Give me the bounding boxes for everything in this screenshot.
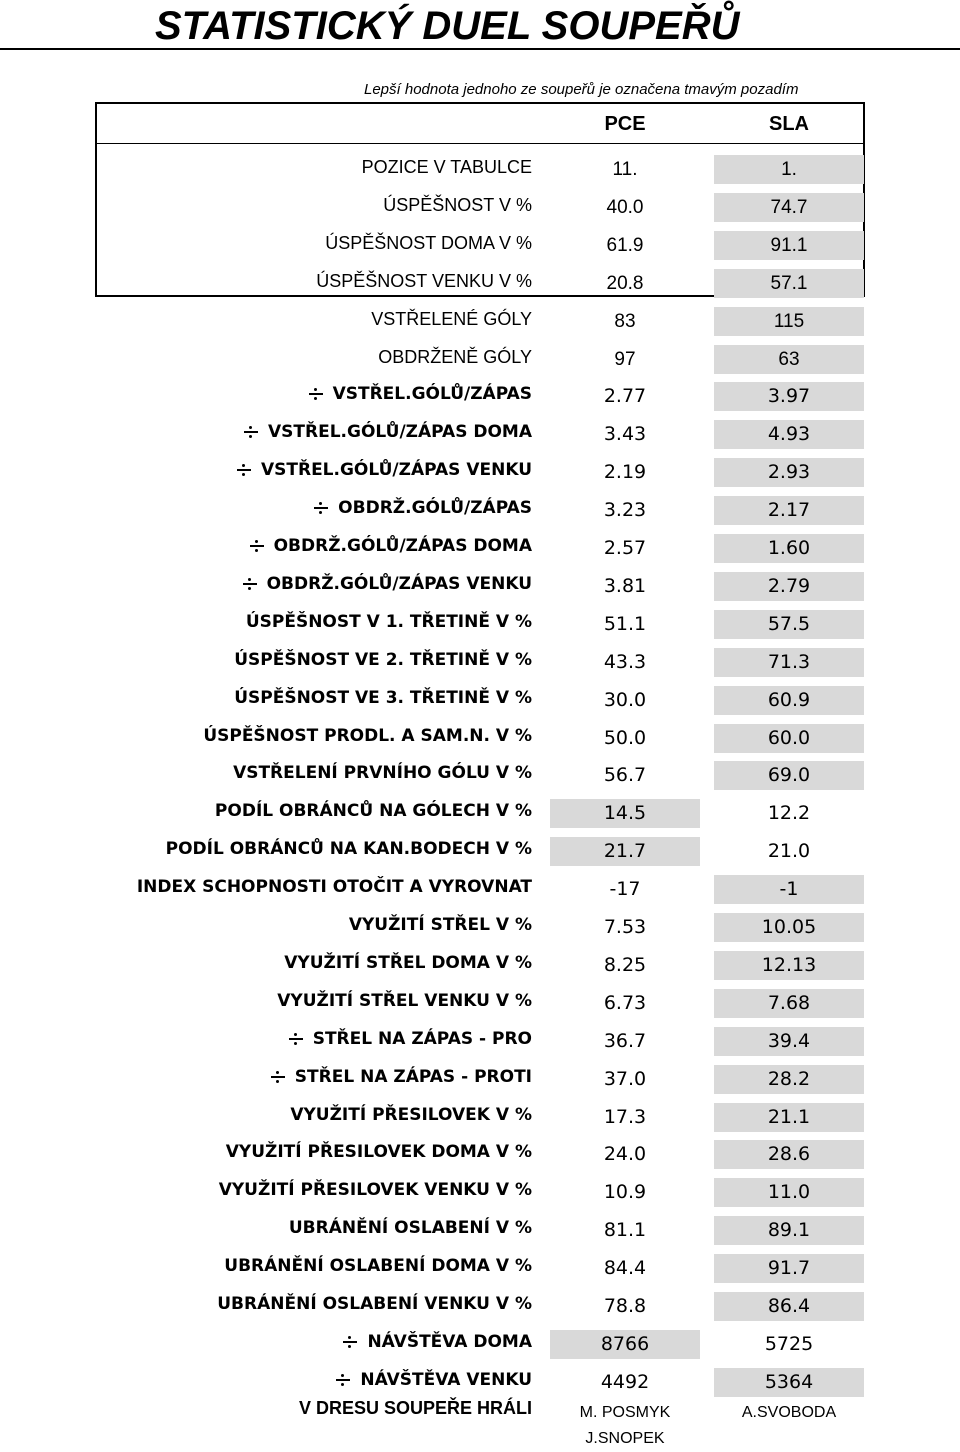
division-icon <box>271 1071 285 1083</box>
value-pce: 17.3 <box>603 1105 647 1128</box>
value-sla: 12.13 <box>714 951 864 980</box>
row-label-text: PODÍL OBRÁNCŮ NA KAN.BODECH V % <box>165 839 532 860</box>
value-sla: 10.05 <box>714 913 864 942</box>
value-pce: 10.9 <box>603 1181 647 1204</box>
row-label-text: VSTŘELENÉ GÓLY <box>371 308 532 329</box>
value-sla: 57.1 <box>714 269 864 298</box>
row-label-text: VYUŽITÍ PŘESILOVEK V % <box>290 1104 532 1125</box>
row-label-text: UBRÁNĚNÍ OSLABENÍ VENKU V % <box>217 1294 532 1314</box>
division-icon <box>243 578 257 590</box>
row-label-text: ÚSPĚŠNOST V 1. TŘETINĚ V % <box>245 611 532 632</box>
table-row <box>0 1059 960 1095</box>
row-label <box>226 1140 532 1164</box>
table-row <box>0 1286 960 1322</box>
value-sla: 69.0 <box>714 761 864 790</box>
table-row <box>0 566 960 602</box>
value-sla: 91.1 <box>714 231 864 260</box>
table-row <box>0 1324 960 1360</box>
table-row <box>0 945 960 981</box>
legend-note: Lepší hodnota jednoho ze soupeřů je označena tmavým pozadím <box>364 81 799 98</box>
table-row <box>0 604 960 640</box>
value-pce: 2.77 <box>603 385 647 408</box>
value-pce: 50.0 <box>603 726 647 749</box>
row-label-text: NÁVŠTĚVA VENKU <box>360 1369 532 1390</box>
table-row <box>0 1248 960 1284</box>
value-sla: 28.6 <box>714 1140 864 1169</box>
division-icon <box>336 1374 350 1386</box>
row-label-text: PODÍL OBRÁNCŮ NA GÓLECH V % <box>214 801 532 822</box>
division-icon <box>237 464 251 476</box>
row-label-text: VYUŽITÍ STŘEL DOMA V % <box>284 952 532 973</box>
value-pce: 2.19 <box>603 461 647 484</box>
value-sla: 60.9 <box>714 686 864 715</box>
row-label <box>289 1027 532 1051</box>
value-pce: 11. <box>612 159 638 180</box>
division-icon <box>343 1336 357 1348</box>
value-sla: 7.68 <box>714 989 864 1018</box>
row-label <box>314 496 532 520</box>
value-pce: 97 <box>614 348 636 370</box>
value-sla: 21.1 <box>714 1103 864 1132</box>
value-sla: 74.7 <box>714 193 864 222</box>
table-row <box>0 263 960 299</box>
row-label-text: VSTŘEL.GÓLŮ/ZÁPAS <box>332 384 532 405</box>
row-label <box>219 1178 532 1202</box>
value-sla: 86.4 <box>714 1292 864 1321</box>
row-label-text: VYUŽITÍ PŘESILOVEK DOMA V % <box>225 1142 532 1163</box>
value-pce: 14.5 <box>550 799 700 828</box>
row-label-text: UBRÁNĚNÍ OSLABENÍ V % <box>288 1218 532 1239</box>
value-sla: -1 <box>714 875 864 904</box>
value-pce: 3.81 <box>603 574 647 597</box>
value-pce: 3.43 <box>603 423 647 446</box>
table-row <box>0 301 960 337</box>
value-pce: 2.57 <box>603 537 647 559</box>
row-label <box>378 345 532 369</box>
table-row <box>0 1210 960 1246</box>
row-label-text: STŘEL NA ZÁPAS - PROTI <box>294 1066 532 1087</box>
value-pce: 4492 <box>600 1370 650 1393</box>
value-pce: 81.1 <box>603 1219 647 1242</box>
row-label <box>271 1065 532 1089</box>
value-sla: 5725 <box>764 1332 814 1355</box>
value-pce: 30.0 <box>603 688 647 711</box>
row-label <box>362 155 532 179</box>
value-sla: 2.93 <box>714 458 864 487</box>
value-sla: 2.17 <box>714 496 864 525</box>
former-players-label: V DRESU SOUPEŘE HRÁLI <box>298 1398 532 1418</box>
table-row <box>0 680 960 716</box>
value-pce: 21.7 <box>550 837 700 866</box>
row-label <box>289 1216 532 1240</box>
value-pce: 24.0 <box>603 1143 647 1166</box>
value-pce: 83 <box>614 310 636 332</box>
table-row <box>0 1172 960 1208</box>
row-label-text: INDEX SCHOPNOSTI OTOČIT A VYROVNAT <box>136 877 532 898</box>
table-row <box>0 149 960 185</box>
value-sla: 3.97 <box>714 382 864 411</box>
division-icon <box>314 502 328 514</box>
table-row <box>0 983 960 1019</box>
table-row <box>0 225 960 261</box>
row-label <box>336 1368 532 1392</box>
row-label-text: OBDRŽ.GÓLŮ/ZÁPAS <box>338 498 532 519</box>
row-label <box>371 307 532 331</box>
row-label <box>233 761 532 785</box>
row-label-text: OBDRŽENĚ GÓLY <box>378 346 532 367</box>
row-label-text: VSTŘEL.GÓLŮ/ZÁPAS VENKU <box>260 460 532 481</box>
row-label-text: STŘEL NA ZÁPAS - PRO <box>312 1028 532 1049</box>
value-pce: 51.1 <box>603 612 647 635</box>
value-sla: 39.4 <box>714 1027 864 1056</box>
value-pce: 7.53 <box>603 916 647 938</box>
row-label-text: VYUŽITÍ STŘEL VENKU V % <box>277 990 532 1011</box>
row-label <box>244 420 532 444</box>
value-pce: 3.23 <box>603 499 647 522</box>
value-sla: 89.1 <box>714 1216 864 1245</box>
division-icon <box>309 388 323 400</box>
row-label <box>237 458 532 482</box>
row-label-text: ÚSPĚŠNOST DOMA V % <box>325 232 532 253</box>
table-row <box>0 1021 960 1057</box>
row-label-text: ÚSPĚŠNOST VENKU V % <box>316 270 532 291</box>
row-label-text: OBDRŽ.GÓLŮ/ZÁPAS VENKU <box>266 573 532 594</box>
row-label <box>284 951 532 975</box>
value-sla: 1. <box>714 155 864 184</box>
value-sla: 63 <box>714 345 864 374</box>
value-sla: 11.0 <box>714 1178 864 1207</box>
row-label-text: ÚSPĚŠNOST VE 3. TŘETINĚ V % <box>234 687 532 708</box>
value-sla: 12.2 <box>767 802 811 825</box>
row-label <box>309 382 532 406</box>
table-row <box>0 528 960 564</box>
page-title: STATISTICKÝ DUEL SOUPEŘŮ <box>155 4 740 48</box>
value-sla: 21.0 <box>767 840 811 863</box>
division-icon <box>250 540 264 552</box>
value-pce: 43.3 <box>603 650 647 673</box>
table-row <box>0 1097 960 1133</box>
row-label <box>250 534 532 558</box>
value-pce: 8766 <box>550 1330 700 1359</box>
row-label-text: POZICE V TABULCE <box>361 157 532 177</box>
value-sla: 57.5 <box>714 610 864 639</box>
division-icon <box>244 426 258 438</box>
table-row <box>0 452 960 488</box>
value-pce: 6.73 <box>603 991 647 1014</box>
table-row <box>0 1362 960 1398</box>
value-pce: 78.8 <box>603 1295 647 1317</box>
row-label <box>290 1103 532 1127</box>
row-label-text: VYUŽITÍ PŘESILOVEK VENKU V % <box>218 1180 532 1201</box>
row-label <box>234 648 532 672</box>
row-label-text: NÁVŠTĚVA DOMA <box>367 1331 532 1352</box>
table-row <box>0 642 960 678</box>
value-sla: 28.2 <box>714 1065 864 1094</box>
table-row <box>0 793 960 829</box>
row-label <box>203 724 532 748</box>
table-row <box>0 869 960 905</box>
table-row <box>0 376 960 412</box>
value-sla: 115 <box>714 307 864 336</box>
value-pce: 84.4 <box>603 1257 647 1280</box>
row-label-text: ÚSPĚŠNOST V % <box>383 194 532 215</box>
team-header-sla: SLA <box>769 113 809 135</box>
player-name: A.SVOBODA <box>741 1404 837 1421</box>
player-name: J.SNOPEK <box>585 1430 665 1447</box>
row-label <box>316 269 532 293</box>
row-label-text: ÚSPĚŠNOST VE 2. TŘETINĚ V % <box>234 649 532 670</box>
row-label <box>277 989 532 1013</box>
table-row <box>0 907 960 943</box>
table-row <box>0 490 960 526</box>
value-pce: -17 <box>609 878 641 901</box>
division-icon <box>289 1033 303 1045</box>
value-sla: 60.0 <box>714 724 864 753</box>
row-label <box>166 837 532 861</box>
table-row <box>0 339 960 375</box>
row-label-text: VYUŽITÍ STŘEL V % <box>348 915 532 935</box>
row-label <box>383 193 532 217</box>
table-row <box>0 187 960 223</box>
value-pce: 61.9 <box>606 234 644 256</box>
row-label <box>246 610 532 634</box>
team-header-pce: PCE <box>604 113 646 135</box>
row-label <box>325 231 532 255</box>
value-pce: 20.8 <box>606 272 644 294</box>
row-label <box>215 799 532 823</box>
table-row <box>0 1134 960 1170</box>
value-sla: 71.3 <box>714 648 864 677</box>
table-row <box>0 755 960 791</box>
row-label-text: VSTŘEL.GÓLŮ/ZÁPAS DOMA <box>268 422 532 443</box>
row-label <box>243 572 532 596</box>
former-players-pce <box>550 1400 700 1452</box>
former-players-sla <box>714 1400 864 1426</box>
row-label-text: OBDRŽ.GÓLŮ/ZÁPAS DOMA <box>273 536 532 556</box>
row-label <box>224 1254 532 1278</box>
value-sla: 91.7 <box>714 1254 864 1283</box>
row-label-text: VSTŘELENÍ PRVNÍHO GÓLU V % <box>233 763 532 784</box>
row-label-text: UBRÁNĚNÍ OSLABENÍ DOMA V % <box>224 1256 532 1277</box>
player-name: M. POSMYK <box>579 1404 671 1421</box>
value-pce: 40.0 <box>606 196 644 218</box>
value-sla: 2.79 <box>714 572 864 601</box>
value-pce: 36.7 <box>603 1029 647 1052</box>
value-pce: 56.7 <box>603 764 647 787</box>
table-row <box>0 718 960 754</box>
row-label-text: ÚSPĚŠNOST PRODL. A SAM.N. V % <box>203 725 532 746</box>
table-row <box>0 831 960 867</box>
title-underline <box>0 48 960 50</box>
row-label <box>349 913 532 937</box>
value-sla: 1.60 <box>714 534 864 563</box>
value-pce: 37.0 <box>603 1067 647 1090</box>
value-sla: 4.93 <box>714 420 864 449</box>
table-row <box>0 414 960 450</box>
row-label <box>343 1330 532 1354</box>
row-label <box>137 875 532 899</box>
row-label <box>217 1292 532 1316</box>
value-sla: 5364 <box>714 1368 864 1397</box>
value-pce: 8.25 <box>603 953 647 976</box>
row-label <box>234 686 532 710</box>
